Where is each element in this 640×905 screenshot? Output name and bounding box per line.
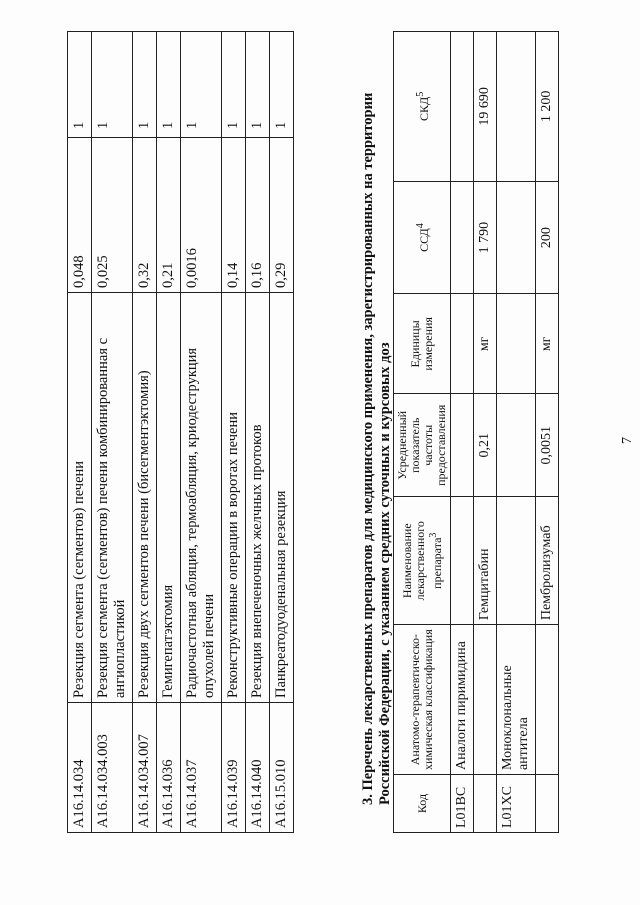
drug-unit xyxy=(451,294,474,394)
procedure-code: A16.14.034 xyxy=(68,703,92,833)
drug-name: Пембролизумаб xyxy=(536,497,559,625)
procedure-name: Гемигепатэктомия xyxy=(157,293,181,703)
drug-name xyxy=(497,497,536,625)
procedure-frequency: 0,16 xyxy=(246,138,270,293)
drug-code xyxy=(536,775,559,833)
procedure-row xyxy=(157,32,181,833)
procedure-multiplicity: 1 xyxy=(270,32,294,138)
procedure-name: Резекция сегмента (сегментов) печени комбинированная с ангиопластикой xyxy=(92,293,133,703)
drug-frequency xyxy=(451,394,474,497)
drug-row xyxy=(451,32,474,833)
drug-name: Гемцитабин xyxy=(474,497,497,625)
drug-skd: 1 200 xyxy=(536,32,559,182)
procedure-multiplicity: 1 xyxy=(222,32,246,138)
drug-skd: 19 690 xyxy=(474,32,497,182)
procedure-multiplicity: 1 xyxy=(157,32,181,138)
procedure-frequency: 0,21 xyxy=(157,138,181,293)
drug-unit: мг xyxy=(474,294,497,394)
drug-atc-class xyxy=(536,625,559,775)
drug-row xyxy=(536,32,559,833)
drug-code: L01XC xyxy=(497,775,536,833)
procedure-frequency: 0,025 xyxy=(92,138,133,293)
procedure-code: A16.14.039 xyxy=(222,703,246,833)
drug-code xyxy=(474,775,497,833)
drug-atc-class xyxy=(474,625,497,775)
drug-skd xyxy=(451,32,474,182)
procedure-row xyxy=(92,32,133,833)
procedure-code: A16.14.040 xyxy=(246,703,270,833)
header-skd: СКД$^5$ xyxy=(394,32,451,182)
procedure-frequency: 0,14 xyxy=(222,138,246,293)
header-ssd: ССД$^4$ xyxy=(394,181,451,294)
procedure-multiplicity: 1 xyxy=(181,32,222,138)
procedure-row xyxy=(270,32,294,833)
drug-ssd xyxy=(497,181,536,294)
drug-frequency: 0,21 xyxy=(474,394,497,497)
procedure-multiplicity: 1 xyxy=(68,32,92,138)
procedure-name: Панкреатодуоденальная резекция xyxy=(270,293,294,703)
procedure-code: A16.14.034.003 xyxy=(92,703,133,833)
header-code: Код xyxy=(394,775,451,833)
drug-ssd: 1 790 xyxy=(474,181,497,294)
header-drug: Наименование лекарственного препарата$^3$ xyxy=(394,497,451,625)
procedure-frequency: 0,32 xyxy=(133,138,157,293)
procedure-multiplicity: 1 xyxy=(246,32,270,138)
drug-code: L01BC xyxy=(451,775,474,833)
procedure-frequency: 0,0016 xyxy=(181,138,222,293)
drug-unit: мг xyxy=(536,294,559,394)
drug-atc-class: Аналоги пиримидина xyxy=(451,625,474,775)
procedure-frequency: 0,048 xyxy=(68,138,92,293)
header-atc: Анатомо-терапевтическо-химическая классификация xyxy=(394,625,451,775)
procedure-name: Радиочастотная абляция, термоабляция, криодеструкция опухолей печени xyxy=(181,293,222,703)
drugs-table xyxy=(393,31,559,833)
procedure-name: Резекция внепеченочных желчных протоков xyxy=(246,293,270,703)
drug-skd xyxy=(497,32,536,182)
page-number: 7 xyxy=(620,437,635,444)
procedures-table xyxy=(67,31,294,833)
procedure-row xyxy=(133,32,157,833)
header-frequency: Усредненный показатель частоты предоставления xyxy=(394,394,451,497)
procedure-row xyxy=(246,32,270,833)
drug-frequency xyxy=(497,394,536,497)
drugs-header-row xyxy=(394,32,451,833)
procedure-code: A16.14.037 xyxy=(181,703,222,833)
procedure-frequency: 0,29 xyxy=(270,138,294,293)
section-3-heading: 3. Перечень лекарственных препаратов для медицинского применения, зарегистрированных на территории Российской Федерации, с указанием средних суточных и курсовых доз xyxy=(360,92,393,805)
drug-frequency: 0,0051 xyxy=(536,394,559,497)
drug-unit xyxy=(497,294,536,394)
procedure-code: A16.15.010 xyxy=(270,703,294,833)
procedure-name: Реконструктивные операции в воротах печени xyxy=(222,293,246,703)
procedure-row xyxy=(222,32,246,833)
procedure-multiplicity: 1 xyxy=(92,32,133,138)
procedure-code: A16.14.034.007 xyxy=(133,703,157,833)
drug-atc-class: Моноклональные антитела xyxy=(497,625,536,775)
drug-row xyxy=(497,32,536,833)
header-unit: Единицы измерения xyxy=(394,294,451,394)
procedure-multiplicity: 1 xyxy=(133,32,157,138)
drug-ssd: 200 xyxy=(536,181,559,294)
drug-ssd xyxy=(451,181,474,294)
procedure-row xyxy=(181,32,222,833)
drug-name xyxy=(451,497,474,625)
procedure-name: Резекция двух сегментов печени (бисегментэктомия) xyxy=(133,293,157,703)
drug-row xyxy=(474,32,497,833)
procedure-code: A16.14.036 xyxy=(157,703,181,833)
procedure-row xyxy=(68,32,92,833)
procedure-name: Резекция сегмента (сегментов) печени xyxy=(68,293,92,703)
